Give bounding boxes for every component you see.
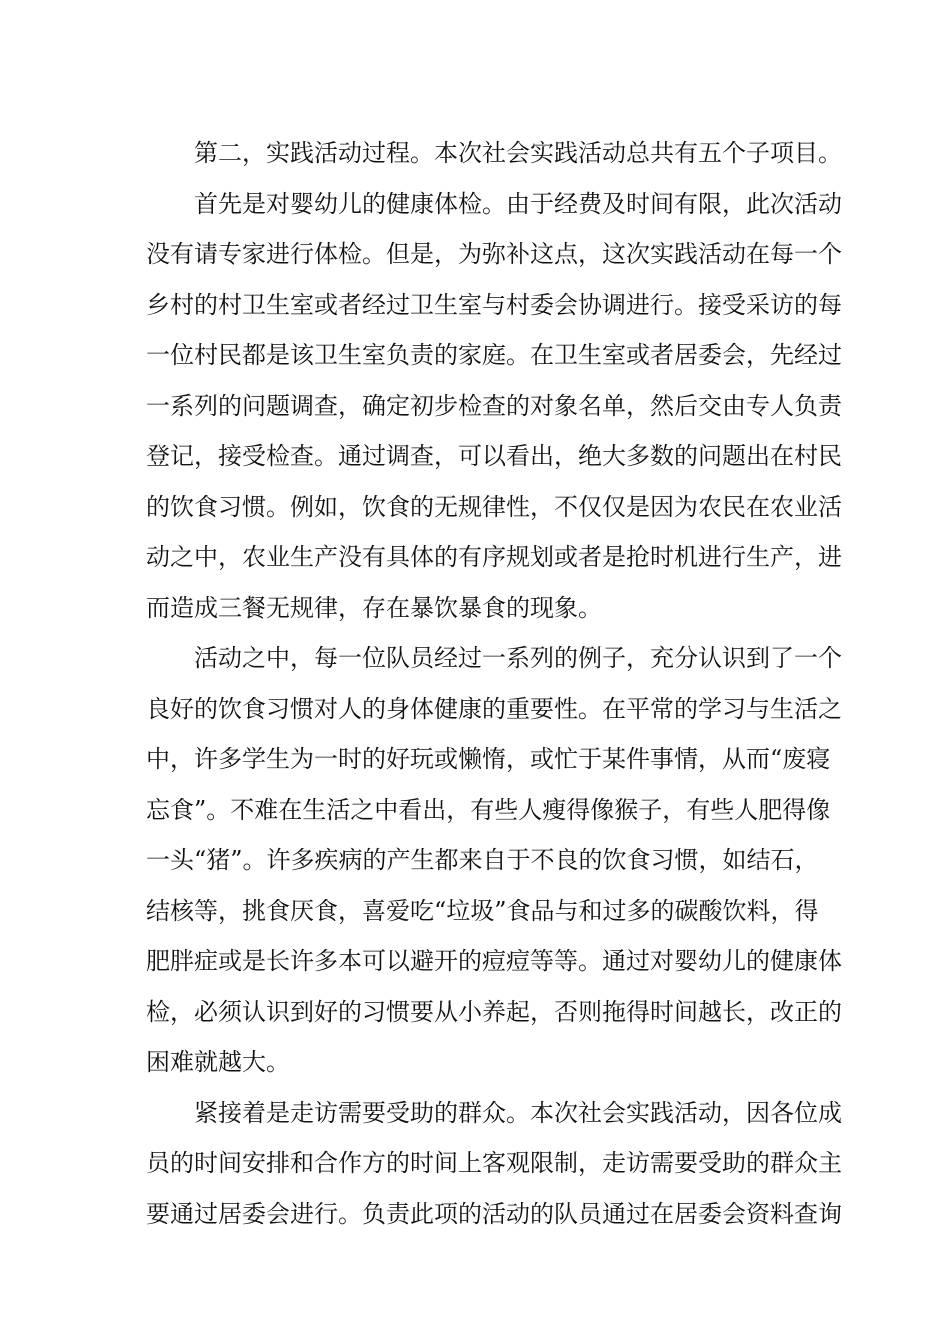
text-line: 良好的饮食习惯对人的身体健康的重要性。在平常的学习与生活之 <box>146 694 842 723</box>
text-line: 要通过居委会进行。负责此项的活动的队员通过在居委会资料查询 <box>146 1199 842 1228</box>
text-line: 动之中，农业生产没有具体的有序规划或者是抢时机进行生产，进 <box>146 543 842 571</box>
text-line: 活动之中，每一位队员经过一系列的例子，充分认识到了一个 <box>194 644 842 672</box>
text-line: 没有请专家进行体检。但是，为弥补这点，这次实践活动在每一个 <box>146 240 842 268</box>
text-line: 检，必须认识到好的习惯要从小养起，否则拖得时间越长，改正的 <box>146 997 842 1026</box>
text-line: 乡村的村卫生室或者经过卫生室与村委会协调进行。接受采访的每 <box>146 290 842 319</box>
text-line: 首先是对婴幼儿的健康体检。由于经费及时间有限，此次活动 <box>194 189 842 218</box>
text-line: 紧接着是走访需要受助的群众。本次社会实践活动，因各位成 <box>194 1098 842 1127</box>
text-line: 肥胖症或是长许多本可以避开的痘痘等等。通过对婴幼儿的健康体 <box>146 947 842 975</box>
paragraph-3 <box>146 633 950 1088</box>
text-line: 困难就越大。 <box>146 1048 290 1076</box>
text-line: 员的时间安排和合作方的时间上客观限制，走访需要受助的群众主 <box>146 1149 842 1177</box>
text-line: 中，许多学生为一时的好玩或懒惰，或忙于某件事情，从而“废寝 <box>146 745 831 773</box>
paragraph-1 <box>146 128 950 179</box>
text-line: 一位村民都是该卫生室负责的家庭。在卫生室或者居委会，先经过 <box>146 341 842 369</box>
text-line: 一系列的问题调查，确定初步检查的对象名单，然后交由专人负责 <box>146 391 842 420</box>
paragraph-2 <box>146 179 950 634</box>
text-line: 一头“猪”。许多疾病的产生都来自于不良的饮食习惯，如结石， <box>146 846 819 874</box>
text-line: 结核等，挑食厌食，喜爱吃“垃圾”食品与和过多的碳酸饮料，得 <box>146 896 819 925</box>
text-line: 登记，接受检查。通过调查，可以看出，绝大多数的问题出在村民 <box>146 442 842 470</box>
text-line: 的饮食习惯。例如，饮食的无规律性，不仅仅是因为农民在农业活 <box>146 492 842 521</box>
text-line: 而造成三餐无规律，存在暴饮暴食的现象。 <box>146 593 602 622</box>
text-line: 忘食”。不难在生活之中看出，有些人瘦得像猴子，有些人肥得像 <box>146 795 831 824</box>
text-line: 第二，实践活动过程。本次社会实践活动总共有五个子项目。 <box>194 139 842 167</box>
paragraph-4 <box>146 1088 950 1240</box>
